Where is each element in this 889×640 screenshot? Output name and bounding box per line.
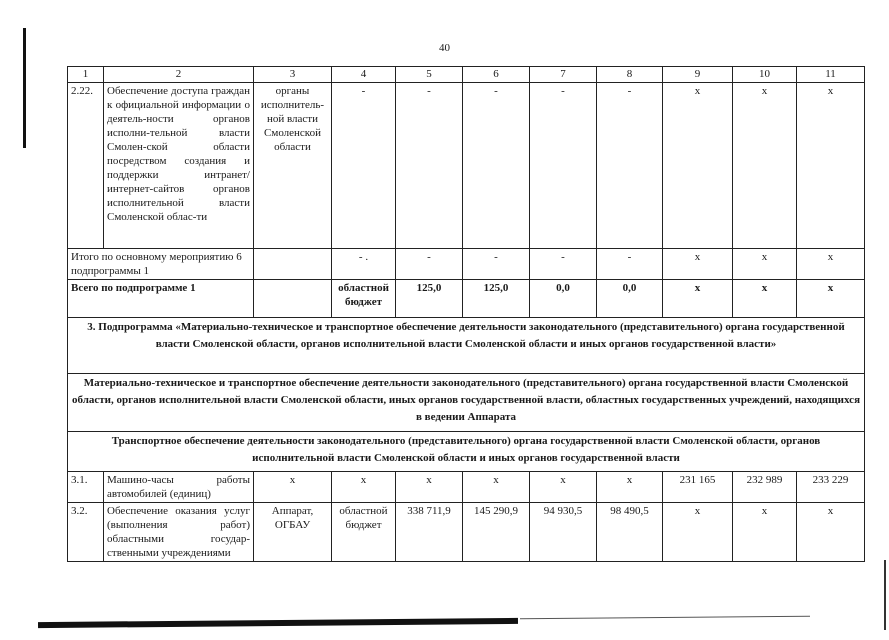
budget-table xyxy=(67,66,865,562)
header-cell: 4 xyxy=(332,67,396,83)
header-cell: 1 xyxy=(68,67,104,83)
itogo-label: Итого по основному мероприятию 6 подпрограммы 1 xyxy=(68,249,254,280)
value-cell: x xyxy=(733,280,797,318)
vsego-label: Всего по подпрограмме 1 xyxy=(68,280,254,318)
transport-title: Транспортное обеспечение деятельности законодательного (представительного) органа государственной власти Смоленской области, органов исполнительной власти Смоленской области и иных органов государственной власти xyxy=(68,432,865,472)
value-cell: 233 229 xyxy=(797,472,865,503)
value-cell: - xyxy=(463,83,530,249)
value-cell: 231 165 xyxy=(663,472,733,503)
value-cell: 232 989 xyxy=(733,472,797,503)
value-cell: - xyxy=(396,83,463,249)
value-cell: - xyxy=(530,249,597,280)
subsection-row xyxy=(68,374,865,432)
section-3-row xyxy=(68,318,865,374)
value-cell: 94 930,5 xyxy=(530,503,597,562)
header-cell: 11 xyxy=(797,67,865,83)
row-number: 3.1. xyxy=(68,472,104,503)
empty-cell xyxy=(254,280,332,318)
value-cell: 145 290,9 xyxy=(463,503,530,562)
row-number: 2.22. xyxy=(68,83,104,249)
table-row-3-2 xyxy=(68,503,865,562)
value-cell: - . xyxy=(332,249,396,280)
value-cell: - xyxy=(597,83,663,249)
value-cell: - xyxy=(463,249,530,280)
scan-artifact-bottom xyxy=(38,618,518,628)
value-cell: 98 490,5 xyxy=(597,503,663,562)
header-cell: 6 xyxy=(463,67,530,83)
value-cell: x xyxy=(733,83,797,249)
value-cell: x xyxy=(663,249,733,280)
header-row xyxy=(68,67,865,83)
value-cell: x xyxy=(597,472,663,503)
value-cell: - xyxy=(396,249,463,280)
funding-source: областной бюджет xyxy=(332,280,396,318)
value-cell: x xyxy=(733,503,797,562)
activity-name: Машино-часы работы автомобилей (единиц) xyxy=(104,472,254,503)
value-cell: 0,0 xyxy=(530,280,597,318)
value-cell: x xyxy=(396,472,463,503)
table-row-2-22 xyxy=(68,83,865,249)
header-cell: 9 xyxy=(663,67,733,83)
value-cell: - xyxy=(332,83,396,249)
value-cell: x xyxy=(663,280,733,318)
value-cell: x xyxy=(463,472,530,503)
row-number: 3.2. xyxy=(68,503,104,562)
value-cell: x xyxy=(797,503,865,562)
value-cell: 0,0 xyxy=(597,280,663,318)
activity-name: Обеспечение оказания услуг (выполнения работ) областными государ-ственными учреждениями xyxy=(104,503,254,562)
value-cell: x xyxy=(663,503,733,562)
header-cell: 3 xyxy=(254,67,332,83)
value-cell: 125,0 xyxy=(463,280,530,318)
value-cell: x xyxy=(797,83,865,249)
scan-artifact-bottom-thin xyxy=(520,616,810,620)
value-cell: x xyxy=(797,249,865,280)
subsection-title: Материально-техническое и транспортное обеспечение деятельности законодательного (представительного) органа государственной власти Смоленской области, органов исполнительной власти Смоленской области, иных органов государственной власти, областных государственных учреждений, находящихся в ведении Аппарата xyxy=(68,374,865,432)
header-cell: 7 xyxy=(530,67,597,83)
value-cell: x xyxy=(530,472,597,503)
value-cell: 338 711,9 xyxy=(396,503,463,562)
header-cell: 2 xyxy=(104,67,254,83)
value-cell: - xyxy=(597,249,663,280)
value-cell: x xyxy=(332,472,396,503)
table-row-itogo xyxy=(68,249,865,280)
header-cell: 10 xyxy=(733,67,797,83)
value-cell: x xyxy=(733,249,797,280)
scan-artifact-right xyxy=(884,560,886,630)
section-3-title: 3. Подпрограмма «Материально-техническое и транспортное обеспечение деятельности законодательного (представительного) органа государственной власти Смоленской области, органов исполнительной власти Смоленской области и иных органов государственной власти» xyxy=(68,318,865,374)
transport-row xyxy=(68,432,865,472)
activity-name: Обеспечение доступа граждан к официальной информации о деятель-ности органов исполни-тельной власти Смолен-ской области посредством создания и поддержки интранет/интернет-сайтов органов исполнительной власти Смоленской облас-ти xyxy=(104,83,254,249)
empty-cell xyxy=(254,249,332,280)
header-cell: 8 xyxy=(597,67,663,83)
table-row-3-1 xyxy=(68,472,865,503)
executor: Аппарат, ОГБАУ xyxy=(254,503,332,562)
value-cell: x xyxy=(254,472,332,503)
value-cell: 125,0 xyxy=(396,280,463,318)
executor: органы исполнитель-ной власти Смоленской области xyxy=(254,83,332,249)
funding-source: областной бюджет xyxy=(332,503,396,562)
value-cell: x xyxy=(663,83,733,249)
table-row-vsego xyxy=(68,280,865,318)
page-number: 40 xyxy=(439,42,450,54)
value-cell: x xyxy=(797,280,865,318)
header-cell: 5 xyxy=(396,67,463,83)
value-cell: - xyxy=(530,83,597,249)
